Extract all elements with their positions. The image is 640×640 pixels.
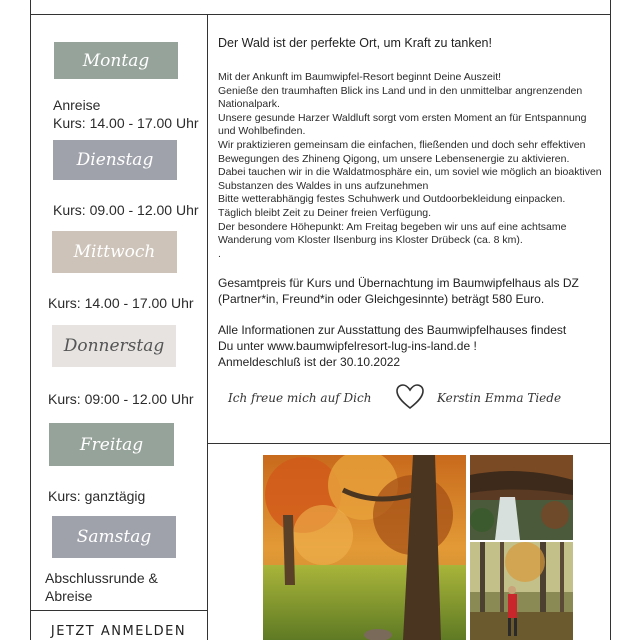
text-image-divider xyxy=(207,443,610,444)
headline: Der Wald ist der perfekte Ort, um Kraft zu tanken! xyxy=(218,36,492,50)
day-label-mittwoch: Mittwoch xyxy=(52,231,177,273)
day-label-samstag: Samstag xyxy=(52,516,176,558)
price-text: Gesamtpreis für Kurs und Übernachtung im Baumwipfelhaus als DZ (Partner*in, Freund*in oder Gleichgesinnte) beträgt 580 Euro. xyxy=(218,276,579,306)
day-label-freitag: Freitag xyxy=(49,423,174,466)
day-label-montag: Montag xyxy=(54,42,178,79)
autumn-tree-photo xyxy=(263,455,466,640)
waterfall-photo xyxy=(470,455,573,540)
intro-paragraph: Mit der Ankunft im Baumwipfel-Resort beginnt Deine Auszeit! Genieße den traumhaften Blick ins Land und in den unmittelbar angrenzenden Nationalpark. Unsere gesunde Harzer Waldluft sorgt vom ersten Moment an für Entspannung und Wohlbefinden. Wir praktizieren gemeinsam die einfachen, fließenden und doch sehr effektiven Bewegungen des Zhineng Qigong, um unsere Lebensenergie zu aktivieren. Dabei tauchen wir in die Waldatmosphäre ein, um soviel wie möglich an bioaktiven Substanzen des Waldes in uns aufzunehmen Bitte wetterabhängig festes Schuhwerk und Outdoorbekleidung einpacken. Täglich bleibt Zeit zu Deiner freien Verfügung. Der besondere Höhepunkt: Am Freitag begeben wir uns auf eine achtsame Wanderung vom Kloster Ilsenburg ins Kloster Drübeck (ca. 8 km). . xyxy=(218,71,602,260)
day-info-donnerstag: Kurs: 09:00 - 12.00 Uhr xyxy=(48,391,194,407)
heart-icon xyxy=(395,383,425,411)
hiker-forest-photo xyxy=(470,542,573,640)
info-text: Alle Informationen zur Ausstattung des Baumwipfelhauses findest Du unter www.baumwipfelresort-lug-ins-land.de ! Anmeldeschluß ist der 30.10.2022 xyxy=(218,323,567,369)
right-border xyxy=(610,0,611,640)
signature-right: Kerstin Emma Tiede xyxy=(437,391,562,405)
signature-left: Ich freue mich auf Dich xyxy=(228,391,372,405)
day-label-donnerstag: Donnerstag xyxy=(52,325,176,367)
day-info-montag: Anreise Kurs: 14.00 - 17.00 Uhr xyxy=(53,97,199,131)
left-border xyxy=(30,0,31,640)
top-border xyxy=(30,14,610,15)
day-info-freitag: Kurs: ganztägig xyxy=(48,488,146,504)
register-divider xyxy=(30,610,207,611)
day-info-samstag: Abschlussrunde & Abreise xyxy=(45,570,158,604)
day-info-dienstag: Kurs: 09.00 - 12.00 Uhr xyxy=(53,202,199,218)
day-label-dienstag: Dienstag xyxy=(53,140,177,180)
register-heading: JETZT ANMELDEN xyxy=(50,624,187,639)
day-info-mittwoch: Kurs: 14.00 - 17.00 Uhr xyxy=(48,295,194,311)
column-divider xyxy=(207,14,208,640)
